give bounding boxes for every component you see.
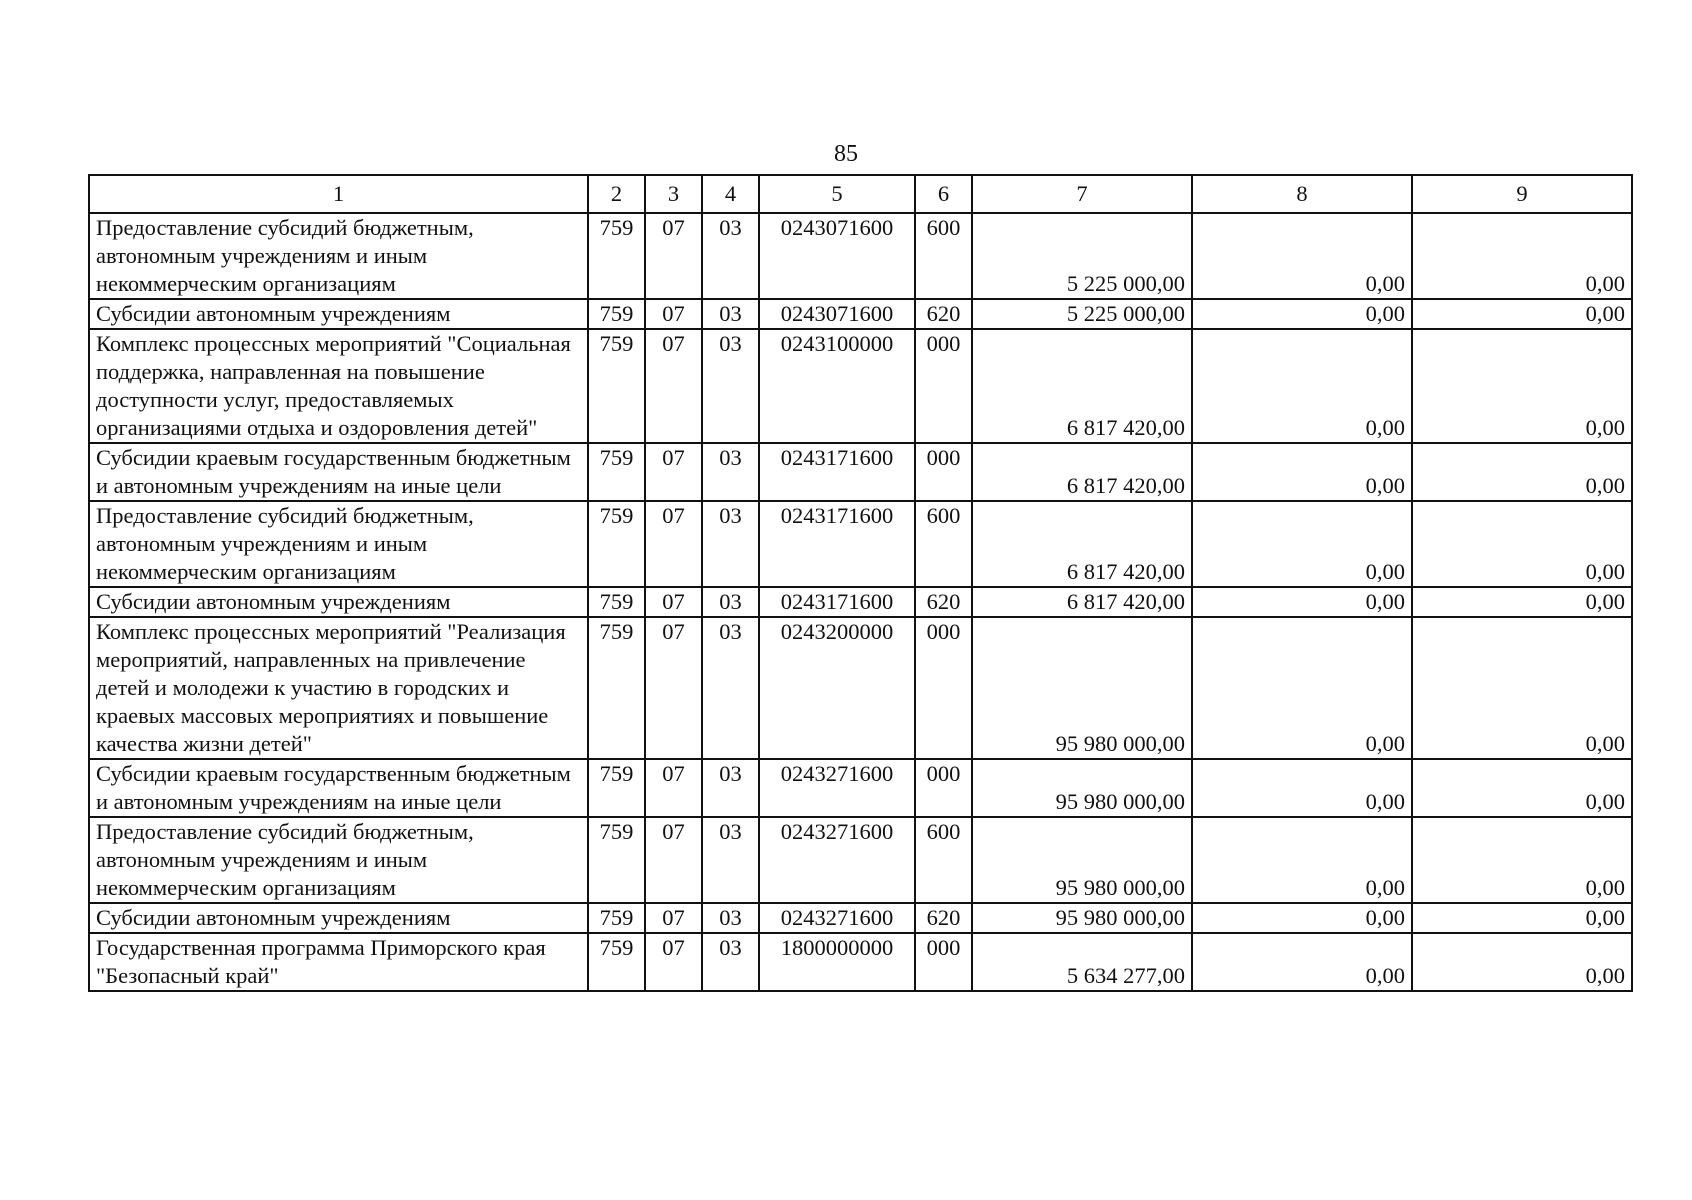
section-code: 07 <box>645 329 702 443</box>
row-description: Субсидии автономным учреждениям <box>89 903 588 933</box>
amount-year-2: 0,00 <box>1192 587 1412 617</box>
amount-year-1: 95 980 000,00 <box>972 617 1192 759</box>
ministry-code: 759 <box>588 933 645 991</box>
target-article-code: 0243100000 <box>759 329 915 443</box>
amount-year-1: 95 980 000,00 <box>972 903 1192 933</box>
amount-year-2: 0,00 <box>1192 933 1412 991</box>
section-code: 07 <box>645 759 702 817</box>
row-description: Комплекс процессных мероприятий "Реализация мероприятий, направленных на привлечение детей и молодежи к участию в городских и краевых массовых мероприятиях и повышение качества жизни детей" <box>89 617 588 759</box>
section-code: 07 <box>645 299 702 329</box>
amount-year-1: 5 634 277,00 <box>972 933 1192 991</box>
expense-type-code: 620 <box>915 299 972 329</box>
column-header: 6 <box>915 175 972 213</box>
amount-year-3: 0,00 <box>1412 329 1632 443</box>
column-header: 2 <box>588 175 645 213</box>
ministry-code: 759 <box>588 299 645 329</box>
row-description: Субсидии краевым государственным бюджетным и автономным учреждениям на иные цели <box>89 759 588 817</box>
amount-year-3: 0,00 <box>1412 817 1632 903</box>
row-description: Субсидии автономным учреждениям <box>89 587 588 617</box>
target-article-code: 0243071600 <box>759 213 915 299</box>
header-row <box>89 175 1632 213</box>
target-article-code: 0243171600 <box>759 443 915 501</box>
subsection-code: 03 <box>702 759 759 817</box>
expense-type-code: 620 <box>915 903 972 933</box>
subsection-code: 03 <box>702 933 759 991</box>
target-article-code: 0243171600 <box>759 587 915 617</box>
table-row <box>89 299 1632 329</box>
expense-type-code: 620 <box>915 587 972 617</box>
column-header: 1 <box>89 175 588 213</box>
subsection-code: 03 <box>702 329 759 443</box>
table-row <box>89 329 1632 443</box>
expense-type-code: 000 <box>915 617 972 759</box>
column-header: 4 <box>702 175 759 213</box>
amount-year-1: 6 817 420,00 <box>972 329 1192 443</box>
ministry-code: 759 <box>588 617 645 759</box>
table-row <box>89 933 1632 991</box>
section-code: 07 <box>645 443 702 501</box>
expense-type-code: 600 <box>915 213 972 299</box>
row-description: Субсидии автономным учреждениям <box>89 299 588 329</box>
expense-type-code: 600 <box>915 817 972 903</box>
section-code: 07 <box>645 587 702 617</box>
table-row <box>89 213 1632 299</box>
ministry-code: 759 <box>588 817 645 903</box>
section-code: 07 <box>645 903 702 933</box>
ministry-code: 759 <box>588 329 645 443</box>
amount-year-1: 6 817 420,00 <box>972 501 1192 587</box>
amount-year-1: 95 980 000,00 <box>972 759 1192 817</box>
amount-year-2: 0,00 <box>1192 903 1412 933</box>
table-row <box>89 501 1632 587</box>
page-number: 85 <box>834 141 858 167</box>
amount-year-2: 0,00 <box>1192 213 1412 299</box>
subsection-code: 03 <box>702 299 759 329</box>
target-article-code: 0243271600 <box>759 817 915 903</box>
table-row <box>89 587 1632 617</box>
row-description: Комплекс процессных мероприятий "Социальная поддержка, направленная на повышение доступности услуг, предоставляемых организациями отдыха и оздоровления детей" <box>89 329 588 443</box>
amount-year-1: 5 225 000,00 <box>972 299 1192 329</box>
amount-year-1: 6 817 420,00 <box>972 587 1192 617</box>
amount-year-2: 0,00 <box>1192 617 1412 759</box>
table-row <box>89 817 1632 903</box>
table-row <box>89 617 1632 759</box>
section-code: 07 <box>645 501 702 587</box>
section-code: 07 <box>645 617 702 759</box>
amount-year-3: 0,00 <box>1412 587 1632 617</box>
column-header: 8 <box>1192 175 1412 213</box>
column-header: 9 <box>1412 175 1632 213</box>
ministry-code: 759 <box>588 903 645 933</box>
row-description: Государственная программа Приморского края "Безопасный край" <box>89 933 588 991</box>
amount-year-3: 0,00 <box>1412 443 1632 501</box>
amount-year-2: 0,00 <box>1192 759 1412 817</box>
amount-year-3: 0,00 <box>1412 501 1632 587</box>
section-code: 07 <box>645 817 702 903</box>
target-article-code: 0243071600 <box>759 299 915 329</box>
subsection-code: 03 <box>702 443 759 501</box>
ministry-code: 759 <box>588 443 645 501</box>
subsection-code: 03 <box>702 587 759 617</box>
budget-table <box>88 174 1633 992</box>
amount-year-2: 0,00 <box>1192 299 1412 329</box>
expense-type-code: 600 <box>915 501 972 587</box>
target-article-code: 0243271600 <box>759 759 915 817</box>
subsection-code: 03 <box>702 501 759 587</box>
amount-year-2: 0,00 <box>1192 501 1412 587</box>
amount-year-3: 0,00 <box>1412 299 1632 329</box>
row-description: Предоставление субсидий бюджетным, автономным учреждениям и иным некоммерческим организациям <box>89 213 588 299</box>
subsection-code: 03 <box>702 903 759 933</box>
amount-year-3: 0,00 <box>1412 617 1632 759</box>
amount-year-1: 6 817 420,00 <box>972 443 1192 501</box>
row-description: Субсидии краевым государственным бюджетным и автономным учреждениям на иные цели <box>89 443 588 501</box>
amount-year-3: 0,00 <box>1412 903 1632 933</box>
amount-year-3: 0,00 <box>1412 759 1632 817</box>
section-code: 07 <box>645 213 702 299</box>
section-code: 07 <box>645 933 702 991</box>
amount-year-1: 5 225 000,00 <box>972 213 1192 299</box>
row-description: Предоставление субсидий бюджетным, автономным учреждениям и иным некоммерческим организациям <box>89 501 588 587</box>
subsection-code: 03 <box>702 817 759 903</box>
column-header: 3 <box>645 175 702 213</box>
column-header: 7 <box>972 175 1192 213</box>
subsection-code: 03 <box>702 213 759 299</box>
expense-type-code: 000 <box>915 329 972 443</box>
table-row <box>89 903 1632 933</box>
amount-year-2: 0,00 <box>1192 443 1412 501</box>
ministry-code: 759 <box>588 587 645 617</box>
amount-year-3: 0,00 <box>1412 933 1632 991</box>
target-article-code: 1800000000 <box>759 933 915 991</box>
ministry-code: 759 <box>588 501 645 587</box>
amount-year-2: 0,00 <box>1192 329 1412 443</box>
expense-type-code: 000 <box>915 759 972 817</box>
subsection-code: 03 <box>702 617 759 759</box>
table-body <box>89 213 1632 991</box>
target-article-code: 0243271600 <box>759 903 915 933</box>
expense-type-code: 000 <box>915 443 972 501</box>
row-description: Предоставление субсидий бюджетным, автономным учреждениям и иным некоммерческим организациям <box>89 817 588 903</box>
target-article-code: 0243200000 <box>759 617 915 759</box>
amount-year-1: 95 980 000,00 <box>972 817 1192 903</box>
ministry-code: 759 <box>588 759 645 817</box>
ministry-code: 759 <box>588 213 645 299</box>
amount-year-3: 0,00 <box>1412 213 1632 299</box>
amount-year-2: 0,00 <box>1192 817 1412 903</box>
table-row <box>89 759 1632 817</box>
target-article-code: 0243171600 <box>759 501 915 587</box>
table-row <box>89 443 1632 501</box>
expense-type-code: 000 <box>915 933 972 991</box>
column-header: 5 <box>759 175 915 213</box>
